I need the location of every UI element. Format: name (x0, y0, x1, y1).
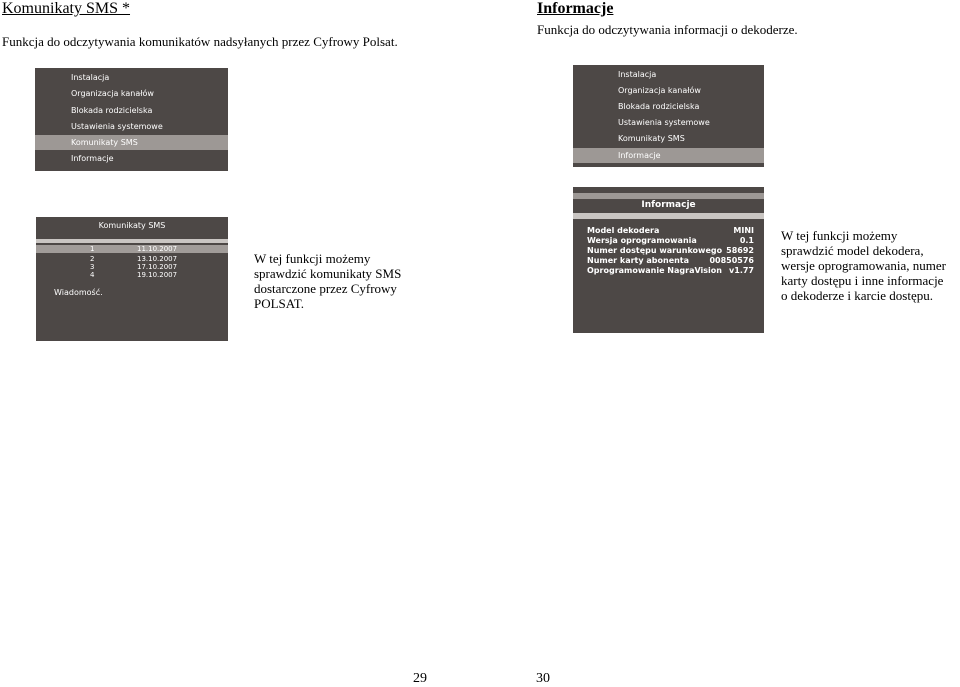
info-panel (573, 187, 764, 333)
menu-item-blokada[interactable] (573, 99, 764, 114)
info-panel-divider (573, 213, 764, 219)
left-main-menu (35, 68, 228, 171)
sms-row[interactable]: 3 17.10.2007 (90, 263, 178, 271)
left-description (254, 251, 434, 311)
description-line: sprawdzić model dekodera, (781, 243, 924, 258)
description-line: dostarczone przez Cyfrowy (254, 281, 397, 296)
menu-item-instalacja[interactable] (35, 70, 228, 85)
description-line: sprawdzić komunikaty SMS (254, 266, 402, 281)
description-line: W tej funkcji możemy (781, 228, 898, 243)
sms-row[interactable]: 4 19.10.2007 (90, 271, 178, 279)
menu-item-blokada[interactable] (35, 103, 228, 118)
menu-item-komunikaty[interactable] (35, 135, 228, 150)
info-row-numer-dostepu: Numer dostępu warunkowego 58692 (587, 246, 754, 255)
sms-row[interactable]: 1 11.10.2007 (36, 245, 228, 253)
menu-item-label: Komunikaty SMS (71, 138, 138, 147)
menu-item-informacje[interactable] (573, 148, 764, 163)
menu-item-organizacja[interactable] (573, 83, 764, 98)
menu-item-ustawienia[interactable] (35, 119, 228, 134)
menu-item-ustawienia[interactable] (573, 115, 764, 130)
description-line: wersje oprogramowania, numer (781, 258, 946, 273)
menu-item-komunikaty[interactable] (573, 131, 764, 146)
sms-panel (36, 217, 228, 341)
menu-item-label: Blokada rodzicielska (618, 102, 700, 111)
menu-item-label: Blokada rodzicielska (71, 106, 153, 115)
menu-item-instalacja[interactable] (573, 67, 764, 82)
menu-item-label: Organizacja kanałów (71, 89, 154, 98)
sms-panel-title: Komunikaty SMS (98, 221, 166, 230)
right-page-subtitle: Funkcja do odczytywania informacji o dekoderze. (537, 22, 798, 37)
left-page-title: Komunikaty SMS * (2, 0, 131, 17)
right-page-title: Informacje (537, 0, 614, 17)
page-number-left: 29 (413, 671, 427, 686)
left-page-subtitle: Funkcja do odczytywania komunikatów nadsyłanych przez Cyfrowy Polsat. (2, 34, 398, 49)
menu-item-label: Ustawienia systemowe (71, 122, 163, 131)
menu-item-label: Instalacja (618, 70, 657, 79)
menu-item-label: Ustawienia systemowe (618, 118, 710, 127)
menu-item-label: Informacje (618, 151, 661, 160)
info-row-numer-karty: Numer karty abonenta 00850576 (587, 256, 754, 265)
menu-item-label: Organizacja kanałów (618, 86, 701, 95)
sms-message-label: Wiadomość. (54, 288, 103, 297)
description-line: o dekoderze i karcie dostępu. (781, 288, 933, 303)
description-line: karty dostępu i inne informacje (781, 273, 944, 288)
info-row-nagravision: Oprogramowanie NagraVision v1.77 (587, 266, 754, 275)
right-main-menu (573, 65, 764, 167)
right-description (781, 228, 960, 303)
sms-row[interactable]: 2 13.10.2007 (90, 255, 178, 263)
menu-item-label: Komunikaty SMS (618, 134, 685, 143)
description-line: W tej funkcji możemy (254, 251, 371, 266)
info-row-model: Model dekodera MINI (587, 226, 754, 235)
sms-list-divider (36, 239, 228, 243)
menu-item-informacje[interactable] (35, 151, 228, 166)
info-panel-title: Informacje (641, 200, 696, 210)
page-number-right: 30 (536, 671, 550, 686)
info-row-wersja: Wersja oprogramowania 0.1 (587, 236, 754, 245)
menu-item-label: Instalacja (71, 73, 110, 82)
description-line: POLSAT. (254, 296, 304, 311)
menu-item-organizacja[interactable] (35, 86, 228, 101)
menu-item-label: Informacje (71, 154, 114, 163)
